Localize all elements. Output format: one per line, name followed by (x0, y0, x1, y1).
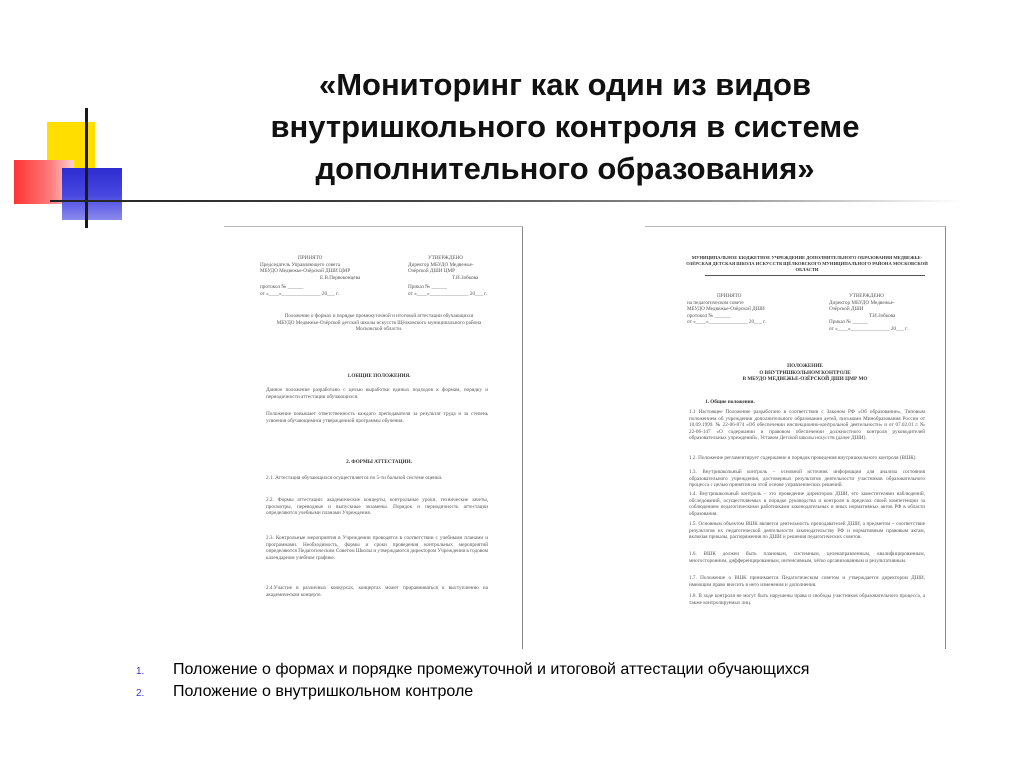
doc2-paragraph: 1.2. Положение регламентирует содержание и порядок проведения внутришкольного контроля (ВШК). (689, 455, 917, 461)
document-scan-control (645, 226, 946, 649)
doc1-section-1: 1.ОБЩИЕ ПОЛОЖЕНИЯ. (347, 373, 411, 379)
doc1-right-line: УТВЕРЖДЕНО (428, 255, 464, 261)
doc2-left-line: протокол № ______ (687, 312, 731, 319)
doc2-left-block (687, 293, 797, 326)
doc1-left-line: Председатель Управляющего совета (260, 261, 340, 268)
doc1-left-block (260, 255, 380, 298)
list-item (130, 660, 1010, 682)
doc2-left-line: от «____»_______________ 20___ г. (687, 319, 766, 326)
vertical-line (85, 108, 88, 228)
doc1-section-2: 2. ФОРМЫ АТТЕСТАЦИИ. (346, 459, 412, 465)
doc1-right-line: Озёрской ДШИ ЦМР (408, 268, 455, 275)
doc2-paragraph: 1.4. Внутришкольный контроль – это проведение директором ДШИ, его заместителями наблюдений, обследований, осуществляемых в порядке руководства и контроля в пределах своей компетенции за соблюдением педагогическими работниками законодательных и иных нормативных актов РФ в области образования. (689, 491, 925, 517)
doc1-left-line: МБУДО Медвежье-Озёрской ДШИ ЦМР (260, 268, 351, 275)
doc1-paragraph: 2.3. Контрольные мероприятия в Учреждении проводятся в соответствии с учебными планами и программами. Необходимость, формы и сроки проведения контрольных мероприятий определяются Педагогическим Советом Школы и утверждаются директором Учреждения в годовом календарном учебном графике. (266, 535, 488, 561)
doc2-right-line: УТВЕРЖДЕНО (849, 293, 885, 299)
doc1-paragraph: Данное положение разработано с целью выработки единых подходов к формам, порядку и периодичности аттестации обучающихся. (266, 387, 488, 400)
doc2-title (705, 363, 905, 383)
slide-title: «Мониторинг как один из видов внутришкольного контроля в системе дополнительного образования» (270, 67, 860, 186)
doc2-paragraph: 1.3. Внутришкольный контроль – основной источник информации для анализа состояния образовательного учреждения, достоверных результатов деятельности участников образовательного процесса с целью принятия на этой основе управленческих решений. (689, 469, 925, 489)
doc1-paragraph: Положение повышает ответственность каждого преподавателя за результат труда и за степень усвоения обучающимися утвержденной программы обучения. (266, 411, 488, 424)
doc2-left-line: на педагогическом совете (687, 299, 744, 306)
blue-square (62, 168, 122, 220)
doc2-title-line: О ВНУТРИШКОЛЬНОМ КОНТРОЛЕ (759, 369, 851, 376)
doc2-paragraph: 1.7. Положение о ВШК принимается Педагогическим советом и утверждается директором ДШИ, имеющим право вносить в него изменения и дополнения. (689, 575, 925, 588)
horizontal-divider (50, 200, 960, 202)
list-item-number: 1. (136, 666, 145, 677)
doc2-section-1: 1. Общие положения. (705, 399, 755, 405)
doc1-right-line: Директор МБУДО Медвежье- (408, 261, 474, 268)
doc1-right-line: Приказ № ______ (408, 284, 448, 291)
list-item-text: Положение о внутришкольном контроле (173, 683, 474, 700)
doc2-left-line: МБУДО Медвежье-Озёрской ДШИ (687, 306, 765, 313)
doc2-title-line: В МБУДО МЕДВЕЖЬЕ-ОЗЁРСКОЙ ДШИ ЦМР МО (742, 376, 868, 383)
doc1-left-line: от «____»_______________ 20___ г. (260, 290, 339, 297)
list-item-number: 2. (136, 688, 145, 699)
decorative-logo (0, 0, 220, 230)
doc1-paragraph: 2.2. Формы аттестации: академические концерты, контрольные уроки, технические зачеты, просмотры, переводные и выпускные экзамены. Порядок и периодичность аттестации определяются учебными планами Учреждения. (266, 497, 488, 517)
doc1-left-line: Е.В.Первоконцева (320, 274, 361, 281)
doc1-right-line: от «____»_______________ 20___ г. (408, 290, 487, 297)
doc2-right-block (829, 293, 937, 333)
doc2-paragraph: 1.1 Настоящее Положение разработано в соответствии с Законом РФ «Об образовании», Типовым положением об учреждении дополнительного образования детей, письмами Минобразования России от 10.09.1999. № 22-06-874 «Об обеспечении инспекционно-контрольной деятельности» и от 07.02.01 г. № 22-06-147 «О содержании и правовом обеспечении должностного контроля руководителей образовательных учреждений», Уставом Детской школы искусств (далее ДШИ). (689, 409, 925, 442)
doc1-right-block (408, 255, 518, 298)
doc2-paragraph: 1.8. В ходе контроля не могут быть нарушены права и свободы участников образовательного процесса, а также контролируемых лиц. (689, 593, 925, 606)
doc1-right-line: Т.И.Зобкова (452, 274, 479, 281)
document-list (130, 660, 1010, 704)
doc2-paragraph: 1.6. ВШК должен быть плановым, системным, целенаправленным, квалифицированным, многосторонним, дифференцированным, интенсивным, чётко организованным и результативным. (689, 551, 925, 564)
doc2-left-line: ПРИНЯТО (717, 293, 742, 299)
doc1-left-line: протокол № ______ (260, 284, 304, 291)
doc2-header-rule (705, 275, 925, 276)
doc2-title-line: ПОЛОЖЕНИЕ (787, 363, 823, 369)
doc2-header: МУНИЦИПАЛЬНОЕ БЮДЖЕТНОЕ УЧРЕЖДЕНИЕ ДОПОЛНИТЕЛЬНОГО ОБРАЗОВАНИЯ МЕДВЕЖЬЕ-ОЗЁРСКАЯ ДЕТСКАЯ ШКОЛА ИСКУССТВ ЩЁЛКОВСКОГО МУНИЦИПАЛЬНОГО РАЙОНА МОСКОВСКОЙ ОБЛАСТИ (686, 255, 928, 272)
document-scan-attestation (224, 226, 523, 649)
doc2-right-line: Т.И.Зобкова (869, 312, 896, 319)
list-item (130, 682, 1010, 704)
doc2-paragraph: 1.5. Основным объектом ВШК является деятельность преподавателей ДШИ, а предметом – соответствие результатов их педагогической деятельности законодательству РФ и нормативным правовым актам, включая приказы, распоряжения по ДШИ и решения педагогических советов. (689, 521, 925, 541)
doc2-right-line: Озёрской ДШИ (829, 306, 864, 313)
doc2-right-line: Директор МБУДО Медвежье- (829, 299, 895, 306)
doc1-paragraph: 2.4.Участие в различных конкурсах, концертах может приравниваться к выступлению на академическом концерте. (266, 585, 488, 598)
doc2-right-line: Приказ № ______ (829, 319, 869, 326)
doc1-left-line: ПРИНЯТО (298, 255, 323, 261)
doc1-paragraph: 2.1. Аттестация обучающихся осуществляется по 5-ти бальной системе оценки. (266, 475, 443, 481)
list-item-text: Положение о формах и порядке промежуточной и итоговой аттестации обучающихся (173, 661, 810, 678)
doc2-right-line: от «____»_______________ 20___ г. (829, 325, 908, 332)
doc1-heading: Положение о формах и порядке промежуточной и итоговой аттестации обучающихся МБУДО Медвежье-Озёрской детской школы искусств Щёлковского муниципального района Московской области. (276, 313, 482, 333)
